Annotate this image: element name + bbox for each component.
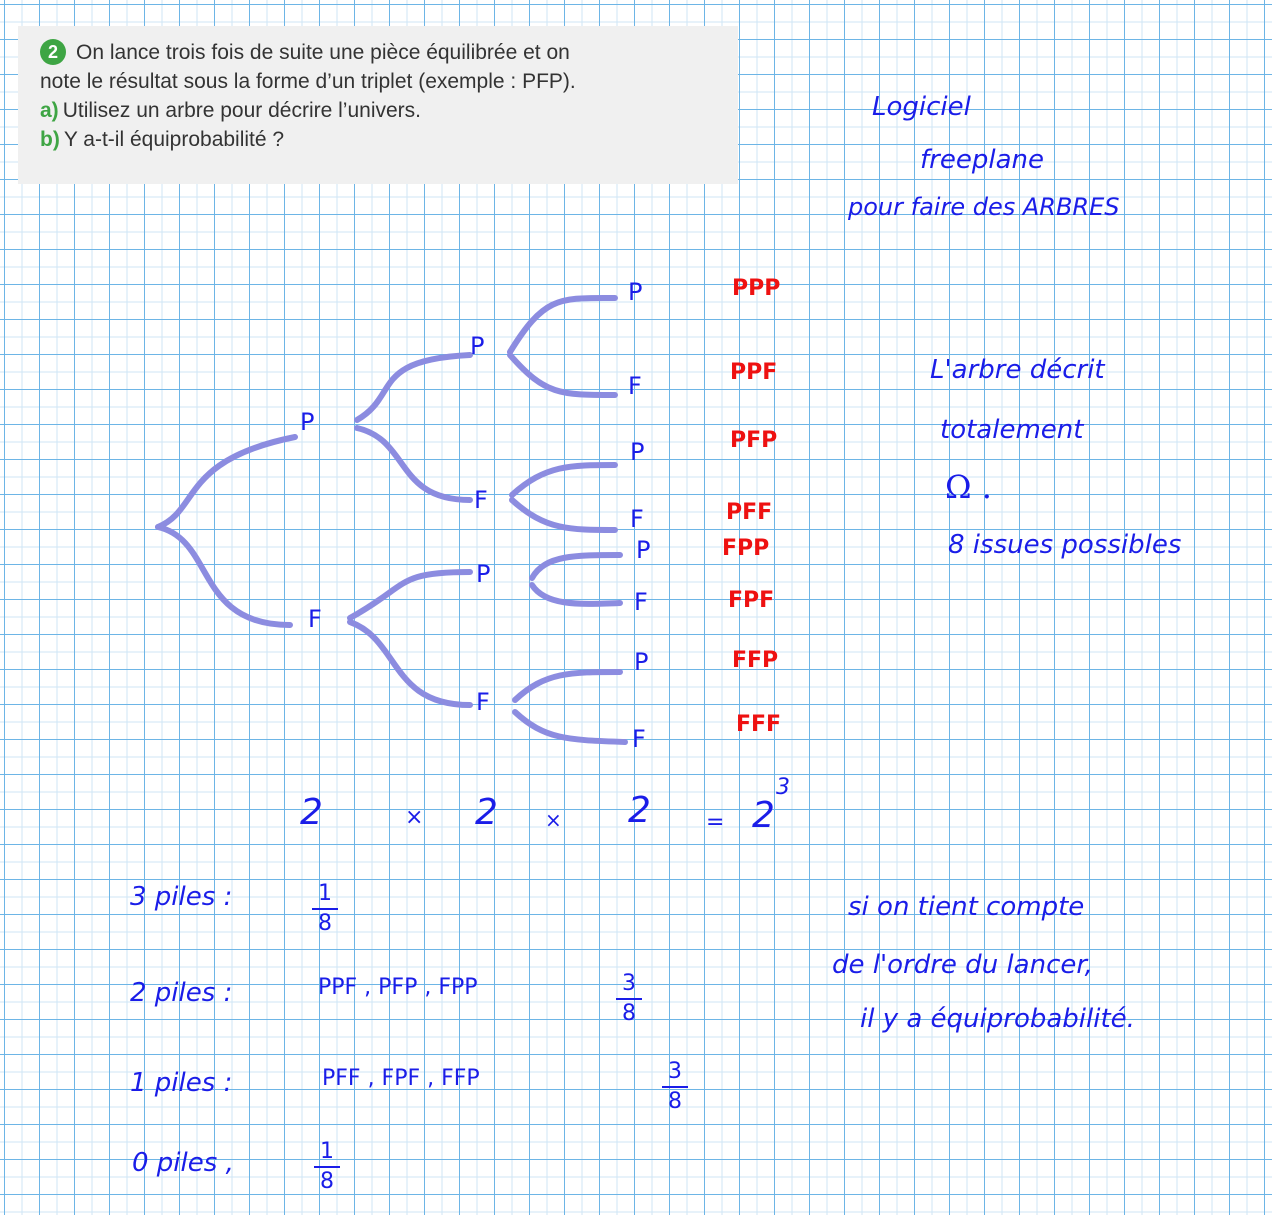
fraction-numerator: 3: [622, 971, 636, 996]
note-equi-line1: si on tient compte: [848, 892, 1085, 922]
note-tree-line3: 8 issues possibles: [948, 530, 1182, 560]
node-level2-FF: F: [476, 688, 490, 716]
branch-PP-F: [510, 355, 615, 395]
fraction-denominator: 8: [668, 1089, 682, 1114]
outcome-1: PPP: [732, 276, 781, 301]
node-leaf-4: F: [630, 505, 644, 533]
branch-root-P: [158, 437, 295, 527]
count-fraction-3-piles: [312, 882, 338, 936]
fraction-numerator: 3: [668, 1059, 682, 1084]
product-equals: =: [706, 810, 725, 835]
node-leaf-7: P: [634, 648, 649, 676]
product-base: 2: [752, 795, 775, 836]
count-list-1-piles: PFF , FPF , FFP: [322, 1066, 480, 1091]
node-level2-PF: F: [474, 486, 488, 514]
exercise-intro-1: On lance trois fois de suite une pièce équilibrée et on: [76, 41, 570, 64]
exercise-number-badge: 2: [40, 39, 66, 65]
note-software-line3: pour faire des ARBRES: [848, 193, 1120, 221]
branch-P-P: [357, 355, 470, 420]
note-tree-line1: L'arbre décrit: [930, 355, 1105, 385]
branch-PF-P: [512, 465, 615, 495]
fraction-numerator: 1: [318, 881, 332, 906]
branch-F-F: [350, 622, 470, 705]
note-equi-line2: de l'ordre du lancer,: [832, 950, 1093, 980]
node-leaf-1: P: [628, 278, 643, 306]
count-label-1-piles: 1 piles :: [130, 1068, 233, 1098]
node-leaf-5: P: [636, 536, 651, 564]
outcome-6: FPF: [728, 588, 775, 613]
product-times-2: ×: [545, 808, 562, 832]
question-b-label: b): [40, 128, 60, 151]
count-fraction-1-piles: [662, 1060, 688, 1114]
note-tree-line2: totalement: [940, 415, 1084, 445]
branch-PF-F: [512, 500, 615, 530]
product-factor-3: 2: [628, 790, 651, 831]
branch-PP-P: [510, 298, 615, 352]
branch-FP-F: [532, 585, 620, 604]
node-level2-PP: P: [470, 332, 485, 360]
branch-F-P: [350, 572, 470, 618]
node-leaf-6: F: [634, 588, 648, 616]
fraction-bar: [312, 908, 338, 910]
count-label-0-piles: 0 piles ,: [132, 1148, 234, 1178]
fraction-bar: [314, 1166, 340, 1168]
count-fraction-0-piles: [314, 1140, 340, 1194]
question-b-text: Y a-t-il équiprobabilité ?: [63, 128, 285, 151]
outcome-8: FFF: [736, 712, 782, 737]
branch-root-F: [158, 527, 290, 625]
fraction-denominator: 8: [320, 1169, 334, 1194]
note-software-line2: freeplane: [920, 145, 1044, 175]
branch-FP-P: [532, 555, 620, 578]
note-equi-line3: il y a équiprobabilité.: [860, 1004, 1135, 1034]
exercise-intro-2: note le résultat sous la forme d’un triplet (exemple : PFP).: [40, 70, 576, 93]
product-exponent: 3: [776, 775, 790, 800]
node-leaf-3: P: [630, 438, 645, 466]
product-factor-2: 2: [475, 792, 498, 833]
node-level2-FP: P: [476, 560, 491, 588]
branch-FF-P: [515, 672, 620, 700]
note-software-line1: Logiciel: [872, 92, 971, 122]
count-fraction-2-piles: [616, 972, 642, 1026]
count-label-3-piles: 3 piles :: [130, 882, 233, 912]
product-times-1: ×: [405, 805, 424, 830]
outcome-3: PFP: [730, 428, 778, 453]
branch-P-F: [357, 428, 470, 500]
fraction-numerator: 1: [320, 1139, 334, 1164]
outcome-7: FFP: [732, 648, 779, 673]
fraction-denominator: 8: [622, 1001, 636, 1026]
node-leaf-2: F: [628, 372, 642, 400]
branch-FF-F: [515, 712, 625, 742]
question-a-text: Utilisez un arbre pour décrire l’univers.: [62, 99, 421, 122]
outcome-4: PFF: [726, 500, 773, 525]
count-label-2-piles: 2 piles :: [130, 978, 233, 1008]
node-leaf-8: F: [632, 725, 646, 753]
note-tree-omega: Ω .: [945, 468, 992, 506]
fraction-bar: [662, 1086, 688, 1088]
product-factor-1: 2: [300, 792, 323, 833]
question-a-label: a): [40, 99, 59, 122]
node-level1-P: P: [300, 408, 315, 436]
node-level1-F: F: [308, 605, 322, 633]
fraction-bar: [616, 998, 642, 1000]
count-list-2-piles: PPF , PFP , FPP: [318, 975, 478, 1000]
outcome-5: FPP: [722, 536, 770, 561]
fraction-denominator: 8: [318, 911, 332, 936]
outcome-2: PPF: [730, 360, 778, 385]
